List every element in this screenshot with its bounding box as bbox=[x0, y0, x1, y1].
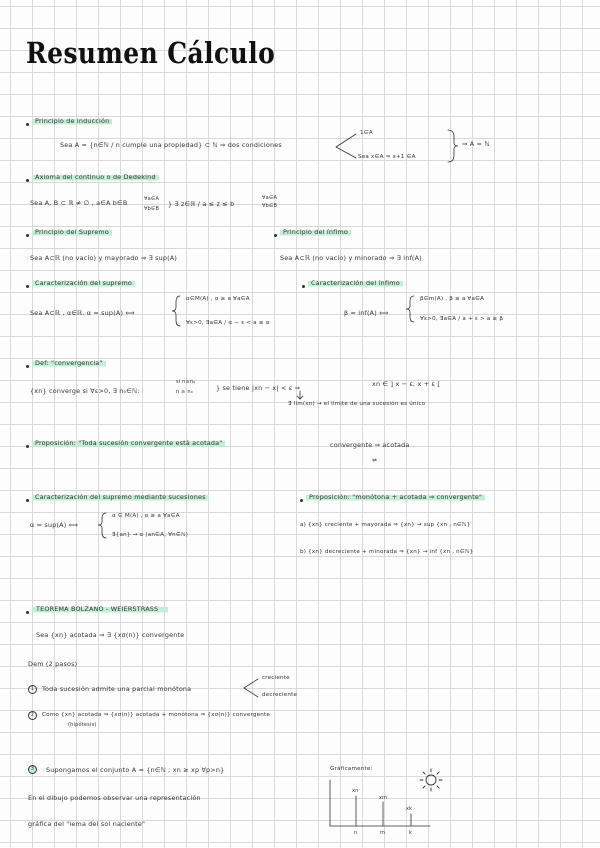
supremum-principle-line: Sea A⊂ℝ (no vacío) y mayorado ⇒ ∃ sup(A) bbox=[30, 254, 178, 262]
proposition-1-heading: Proposición: "Toda sucesión convergente está acotada" bbox=[32, 439, 225, 447]
theorem-line: Sea {xn} acotada ⇒ ∃ {xσ(n)} convergente bbox=[36, 631, 185, 639]
dedekind-heading: Axioma del continuo o de Dedekind bbox=[32, 173, 159, 181]
inf-characterization-cond-2: ∀ε>0, ∃a∈A / a + ε > a ≥ β bbox=[420, 316, 504, 322]
sequence-characterization-lhs: α = sup(A) ⟺ bbox=[30, 521, 79, 529]
dedekind-line: Sea A, B ⊂ ℝ ≠ ∅ , a∈A b∈B bbox=[30, 199, 128, 207]
sup-characterization-lhs: Sea A⊂ℝ , α∈ℝ. α = sup(A) ⟺ bbox=[30, 309, 135, 317]
step-1-text: Toda sucesión admite una parcial monótona bbox=[42, 685, 192, 693]
step-2-number: 2 bbox=[28, 711, 37, 720]
induction-cond-2: Sea x∈A ⇒ x+1 ∈A bbox=[358, 154, 416, 160]
graph-tick-2: m bbox=[380, 830, 386, 836]
supremum-principle-heading: Principio del Supremo bbox=[32, 228, 112, 236]
inf-characterization-heading: Caracterización del ínfimo bbox=[308, 279, 403, 287]
graph-tick-1: n bbox=[354, 830, 358, 836]
graph-title: Gráficamente: bbox=[330, 766, 373, 772]
proposition-2-a: a) {xn} creciente + mayorada ⇒ {xn} → sup {xn , n∈ℕ} bbox=[300, 522, 471, 528]
step-3-text-b: En el dibujo podemos observar una representación bbox=[28, 794, 201, 802]
convergence-cond-bottom: n ≥ n₀ bbox=[176, 389, 193, 395]
sun-icon bbox=[419, 768, 443, 792]
step-1-number: 1 bbox=[28, 685, 37, 694]
convergence-heading: Def: "convergencia" bbox=[32, 359, 106, 367]
graph-label-2: xm bbox=[379, 795, 388, 801]
sequence-characterization-cond-1: α ∈ M(A) , α ≥ a ∀a∈A bbox=[112, 513, 180, 519]
convergence-line: {xn} converge si ∀ε>0, ∃ n₀∈ℕ: bbox=[30, 387, 140, 395]
inf-characterization-cond-1: β∈m(A) , β ≤ a ∀a∈A bbox=[420, 296, 485, 302]
induction-line: Sea A = {n∈ℕ / n cumple una propiedad} ⊂ ℕ ⇒ dos condiciones bbox=[60, 141, 282, 149]
sequence-characterization-cond-2: ∃{an} → α (an∈A, ∀n∈ℕ) bbox=[112, 532, 189, 538]
step-1-down: decreciente bbox=[262, 692, 298, 698]
step-3-text-c: gráfica del "lema del sol naciente" bbox=[28, 820, 146, 828]
induction-cond-1: 1∈A bbox=[360, 130, 373, 136]
sup-characterization-heading: Caracterización del supremo bbox=[32, 279, 135, 287]
induction-result: ⇒ A = ℕ bbox=[462, 140, 490, 148]
step-1-up: creciente bbox=[262, 675, 290, 681]
theorem-dem: Dem (2 pasos) bbox=[28, 660, 78, 668]
proposition-2-heading: Proposición: "monótona + acotada ⇒ convergente" bbox=[306, 493, 485, 501]
induction-heading: Principio de inducción bbox=[32, 117, 112, 125]
step-3-number: 3 bbox=[28, 765, 37, 774]
proposition-1-right: convergente ⇒ acotada bbox=[330, 441, 410, 449]
inf-characterization-lhs: β = inf(A) ⟺ bbox=[344, 309, 389, 317]
sequence-characterization-heading: Caracterización del supremo mediante sucesiones bbox=[32, 493, 209, 501]
proposition-1-reverse: ⇍ bbox=[372, 456, 378, 464]
proposition-2-b: b) {xn} decreciente + minorada ⇒ {xn} → inf {xn , n∈ℕ} bbox=[300, 549, 474, 555]
dedekind-tail-b: ∀b∈B bbox=[262, 203, 278, 209]
dedekind-result: } ∃ z∈ℝ / a ≤ z ≤ b bbox=[168, 200, 235, 208]
infimum-principle-line: Sea A⊂ℝ (no vacío) y minorado ⇒ ∃ inf(A) bbox=[280, 254, 422, 262]
graph-tick-3: k bbox=[409, 830, 413, 836]
dedekind-cond-a: ∀a∈A bbox=[144, 196, 160, 202]
infimum-principle-heading: Principio del ínfimo bbox=[280, 228, 351, 236]
theorem-heading: TEOREMA BOLZANO - WEIERSTRASS bbox=[32, 605, 168, 613]
convergence-limit: ∃ lim(xn) → el límite de una sucesión es único bbox=[288, 401, 426, 407]
convergence-cond-top: si n≥n₀ bbox=[176, 379, 196, 385]
dedekind-tail-a: ∀a∈A bbox=[262, 195, 278, 201]
graph-label-1: xn bbox=[352, 788, 359, 794]
page-title: Resumen Cálculo bbox=[26, 36, 276, 70]
step-2-note: (hipótesis) bbox=[68, 722, 97, 728]
convergence-middle: } se tiene |xn − x| < ε ⇒ bbox=[216, 384, 301, 392]
sup-characterization-cond-1: α∈M(A) , α ≥ a ∀a∈A bbox=[186, 296, 250, 302]
step-3-text: Supongamos el conjunto A = {n∈ℕ ; xn ≥ xp ∀p>n} bbox=[46, 766, 225, 774]
convergence-interval: xn ∈ ] x − ε, x + ε [ bbox=[372, 380, 441, 388]
dedekind-cond-b: ∀b∈B bbox=[144, 206, 160, 212]
step-2-text: Como {xn} acotada ⇒ {xσ(n)} acotada + monótona ⇒ {xσ(n)} convergente bbox=[42, 712, 271, 718]
sup-characterization-cond-2: ∀ε>0, ∃a∈A / α − ε < a ≤ α bbox=[186, 320, 270, 326]
graph-label-3: xk bbox=[406, 806, 413, 812]
